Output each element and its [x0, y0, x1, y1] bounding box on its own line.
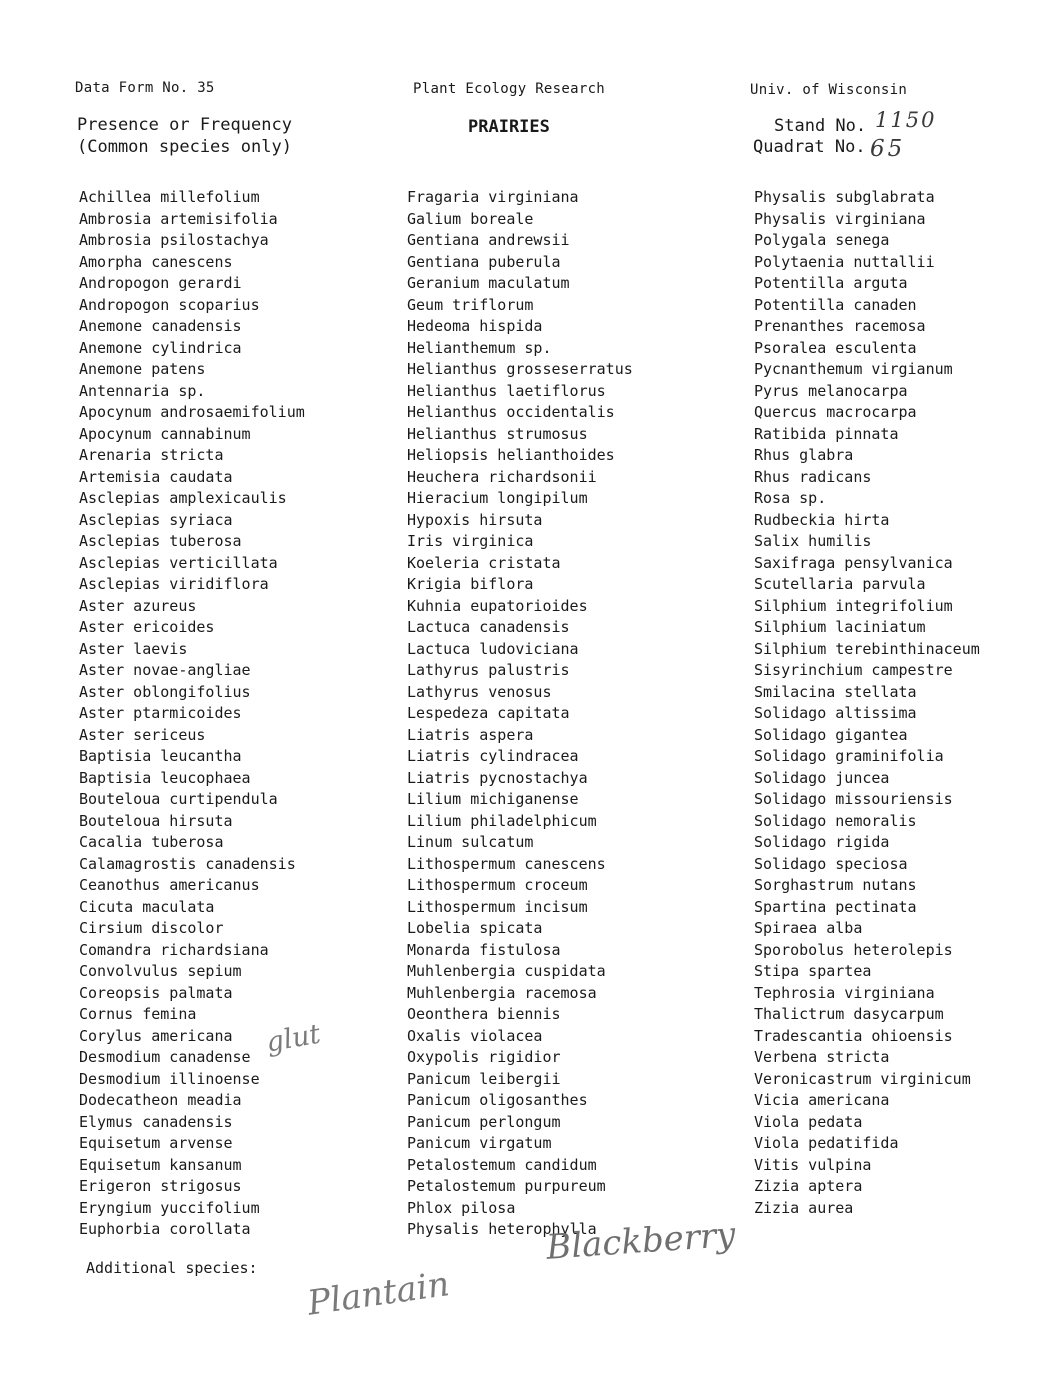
species-item: Petalostemum purpureum — [407, 1177, 606, 1195]
species-item: Saxifraga pensylvanica — [754, 553, 953, 572]
species-item: Helianthus laetiflorus — [407, 381, 606, 400]
species-item: Baptisia leucophaea — [79, 768, 251, 787]
species-item: Fragaria virginiana — [407, 188, 579, 206]
species-item: Pyrus melanocarpa — [754, 381, 908, 400]
species-item: Aster laevis — [79, 639, 188, 658]
species-item: Kuhnia eupatorioides — [407, 596, 588, 615]
species-item: Lactuca ludoviciana — [407, 639, 579, 658]
species-item: Cornus femina — [79, 1005, 197, 1023]
species-item: Lilium philadelphicum — [407, 811, 597, 830]
species-item: Asclepias verticillata — [79, 553, 278, 572]
quadrat-number-handwritten: 65 — [870, 136, 906, 162]
species-item: Cicuta maculata — [79, 897, 215, 916]
species-item: Silphium laciniatum — [754, 618, 926, 636]
species-item: Polytaenia nuttallii — [754, 252, 935, 271]
species-item: Erigeron strigosus — [79, 1177, 242, 1195]
species-item: Hieracium longipilum — [407, 489, 588, 507]
species-item: Lilium michiganense — [407, 790, 579, 808]
species-item: Andropogon gerardi — [79, 274, 242, 292]
species-item: Smilacina stellata — [754, 682, 917, 701]
species-item: Viola pedata — [754, 1112, 863, 1131]
species-item: Cacalia tuberosa — [79, 833, 224, 851]
species-item: Anemone canadensis — [79, 317, 242, 335]
species-item: Panicum virgatum — [407, 1134, 552, 1152]
species-item: Solidago missouriensis — [754, 790, 953, 808]
species-item: Aster ptarmicoides — [79, 704, 242, 722]
species-item: Rudbeckia hirta — [754, 510, 890, 529]
species-item: Panicum leibergii — [407, 1069, 561, 1088]
species-item: Potentilla arguta — [754, 274, 908, 292]
species-item: Monarda fistulosa — [407, 940, 561, 959]
species-item: Lithospermum incisum — [407, 897, 588, 916]
species-item: Thalictrum dasycarpum — [754, 1005, 944, 1023]
species-item: Apocynum cannabinum — [79, 424, 251, 443]
species-item: Aster ericoides — [79, 618, 215, 636]
species-item: Solidago nemoralis — [754, 811, 917, 830]
species-item: Geum triflorum — [407, 295, 534, 314]
species-item: Muhlenbergia cuspidata — [407, 962, 606, 980]
species-item: Petalostemum candidum — [407, 1155, 597, 1174]
species-item: Gentiana andrewsii — [407, 231, 570, 249]
stand-label: Stand No. — [774, 116, 867, 136]
species-item: Phlox pilosa — [407, 1198, 516, 1217]
species-item: Physalis subglabrata — [754, 188, 935, 206]
species-item: Muhlenbergia racemosa — [407, 983, 597, 1002]
species-item: Geranium maculatum — [407, 274, 570, 292]
species-item: Comandra richardsiana — [79, 940, 269, 959]
species-item: Coreopsis palmata — [79, 983, 233, 1002]
additional-species-handwritten-1: Blackberry — [545, 1214, 737, 1268]
species-item: Liatris pycnostachya — [407, 768, 588, 787]
species-item: Krigia biflora — [407, 575, 534, 593]
species-item: Zizia aptera — [754, 1177, 863, 1195]
species-item: Solidago graminifolia — [754, 747, 944, 765]
species-column-2 — [407, 187, 633, 1241]
species-item: Liatris aspera — [407, 725, 534, 744]
species-item: Convolvulus sepium — [79, 962, 242, 980]
species-item: Iris virginica — [407, 532, 534, 550]
species-item: Dodecatheon meadia — [79, 1091, 242, 1109]
species-item: Sorghastrum nutans — [754, 876, 917, 894]
species-item: Physalis virginiana — [754, 209, 926, 228]
species-item: Aster oblongifolius — [79, 682, 251, 701]
organization: Plant Ecology Research — [413, 81, 606, 97]
form-title-line2: (Common species only) — [77, 137, 292, 157]
species-item: Spiraea alba — [754, 919, 863, 937]
species-item: Linum sulcatum — [407, 833, 534, 851]
category-title: PRAIRIES — [468, 117, 550, 137]
species-item: Lithospermum croceum — [407, 876, 588, 894]
species-item: Lobelia spicata — [407, 919, 543, 937]
university: Univ. of Wisconsin — [750, 82, 908, 98]
species-item: Antennaria sp. — [79, 381, 206, 400]
species-item: Liatris cylindracea — [407, 747, 579, 765]
species-item: Vicia americana — [754, 1091, 890, 1109]
species-item: Bouteloua curtipendula — [79, 790, 278, 808]
species-item: Andropogon scoparius — [79, 295, 260, 314]
species-item: Rhus radicans — [754, 467, 872, 486]
species-item: Anemone cylindrica — [79, 338, 242, 357]
species-item: Panicum oligosanthes — [407, 1091, 588, 1109]
species-item: Lathyrus venosus — [407, 682, 552, 701]
species-item: Rhus glabra — [754, 446, 854, 464]
species-item: Bouteloua hirsuta — [79, 811, 233, 830]
species-item: Oxalis violacea — [407, 1026, 543, 1045]
species-item: Arenaria stricta — [79, 446, 224, 464]
species-item: Amorpha canescens — [79, 252, 233, 271]
species-item: Heuchera richardsonii — [407, 467, 597, 486]
stand-number-handwritten: 1150 — [875, 108, 937, 132]
species-item: Heliopsis helianthoides — [407, 446, 615, 464]
species-item: Aster azureus — [79, 596, 197, 615]
species-item: Asclepias syriaca — [79, 510, 233, 529]
species-item: Apocynum androsaemifolium — [79, 403, 305, 421]
species-item: Helianthus strumosus — [407, 424, 588, 443]
species-item: Rosa sp. — [754, 489, 827, 507]
species-item: Aster sericeus — [79, 725, 206, 744]
species-item: Silphium integrifolium — [754, 596, 953, 615]
species-column-1 — [79, 187, 305, 1241]
species-item: Tradescantia ohioensis — [754, 1026, 953, 1045]
species-item: Stipa spartea — [754, 962, 872, 980]
additional-species-label: Additional species: — [86, 1259, 258, 1277]
species-item: Asclepias tuberosa — [79, 532, 242, 550]
species-item: Ambrosia psilostachya — [79, 231, 269, 249]
species-item: Corylus americana — [79, 1026, 233, 1045]
species-item: Viola pedatifida — [754, 1134, 899, 1152]
species-item: Verbena stricta — [754, 1048, 890, 1066]
species-item: Equisetum kansanum — [79, 1155, 242, 1174]
species-item: Calamagrostis canadensis — [79, 854, 296, 873]
species-item: Artemisia caudata — [79, 467, 233, 486]
species-item: Scutellaria parvula — [754, 575, 926, 593]
species-item: Baptisia leucantha — [79, 747, 242, 765]
species-item: Helianthus occidentalis — [407, 403, 615, 421]
species-item: Physalis heterophylla — [407, 1220, 597, 1238]
species-item: Vitis vulpina — [754, 1155, 872, 1174]
species-item: Spartina pectinata — [754, 897, 917, 916]
form-title-line1: Presence or Frequency — [77, 115, 292, 135]
species-item: Veronicastrum virginicum — [754, 1069, 971, 1088]
quadrat-label: Quadrat No. — [753, 137, 866, 157]
species-item: Asclepias viridiflora — [79, 575, 269, 593]
species-item: Zizia aurea — [754, 1198, 854, 1217]
species-item: Psoralea esculenta — [754, 338, 917, 357]
species-item: Sporobolus heterolepis — [754, 940, 953, 959]
species-item: Oxypolis rigidior — [407, 1048, 561, 1066]
species-item: Lithospermum canescens — [407, 854, 606, 873]
species-item: Lathyrus palustris — [407, 661, 570, 679]
species-item: Koeleria cristata — [407, 553, 561, 572]
desmodium-handwritten-note: glut — [264, 1018, 323, 1059]
species-item: Lactuca canadensis — [407, 618, 570, 636]
species-item: Asclepias amplexicaulis — [79, 489, 287, 507]
species-item: Helianthemum sp. — [407, 338, 552, 357]
species-item: Hedeoma hispida — [407, 317, 543, 335]
species-item: Ceanothus americanus — [79, 876, 260, 894]
species-item: Sisyrinchium campestre — [754, 661, 953, 679]
species-item: Solidago altissima — [754, 704, 917, 722]
species-item: Ambrosia artemisifolia — [79, 209, 278, 228]
species-item: Solidago gigantea — [754, 725, 908, 744]
species-item: Prenanthes racemosa — [754, 317, 926, 335]
species-item: Potentilla canaden — [754, 295, 917, 314]
species-item: Hypoxis hirsuta — [407, 510, 543, 529]
species-item: Silphium terebinthinaceum — [754, 639, 980, 658]
species-item: Polygala senega — [754, 231, 890, 249]
species-item: Salix humilis — [754, 532, 872, 550]
species-item: Gentiana puberula — [407, 252, 561, 271]
species-item: Eryngium yuccifolium — [79, 1198, 260, 1217]
species-item: Achillea millefolium — [79, 188, 260, 206]
species-item: Tephrosia virginiana — [754, 983, 935, 1002]
species-item: Helianthus grosseserratus — [407, 360, 633, 378]
species-item: Aster novae-angliae — [79, 661, 251, 679]
species-item: Lespedeza capitata — [407, 704, 570, 722]
species-item: Equisetum arvense — [79, 1134, 233, 1152]
species-item: Quercus macrocarpa — [754, 403, 917, 421]
species-item: Anemone patens — [79, 360, 206, 378]
species-item: Desmodium canadense — [79, 1048, 251, 1066]
species-item: Solidago rigida — [754, 833, 890, 851]
species-item: Oeonthera biennis — [407, 1005, 561, 1023]
species-item: Cirsium discolor — [79, 919, 224, 937]
species-item: Panicum perlongum — [407, 1112, 561, 1131]
form-number: Data Form No. 35 — [75, 80, 215, 96]
species-item: Pycnanthemum virgianum — [754, 360, 953, 378]
species-item: Elymus canadensis — [79, 1112, 233, 1131]
additional-species-handwritten-2: Plantain — [305, 1264, 452, 1324]
species-item: Ratibida pinnata — [754, 424, 899, 443]
species-item: Solidago juncea — [754, 768, 890, 787]
species-column-3 — [754, 187, 980, 1219]
species-item: Desmodium illinoense — [79, 1069, 260, 1088]
species-item: Galium boreale — [407, 209, 534, 228]
species-item: Solidago speciosa — [754, 854, 908, 873]
species-item: Euphorbia corollata — [79, 1220, 251, 1238]
